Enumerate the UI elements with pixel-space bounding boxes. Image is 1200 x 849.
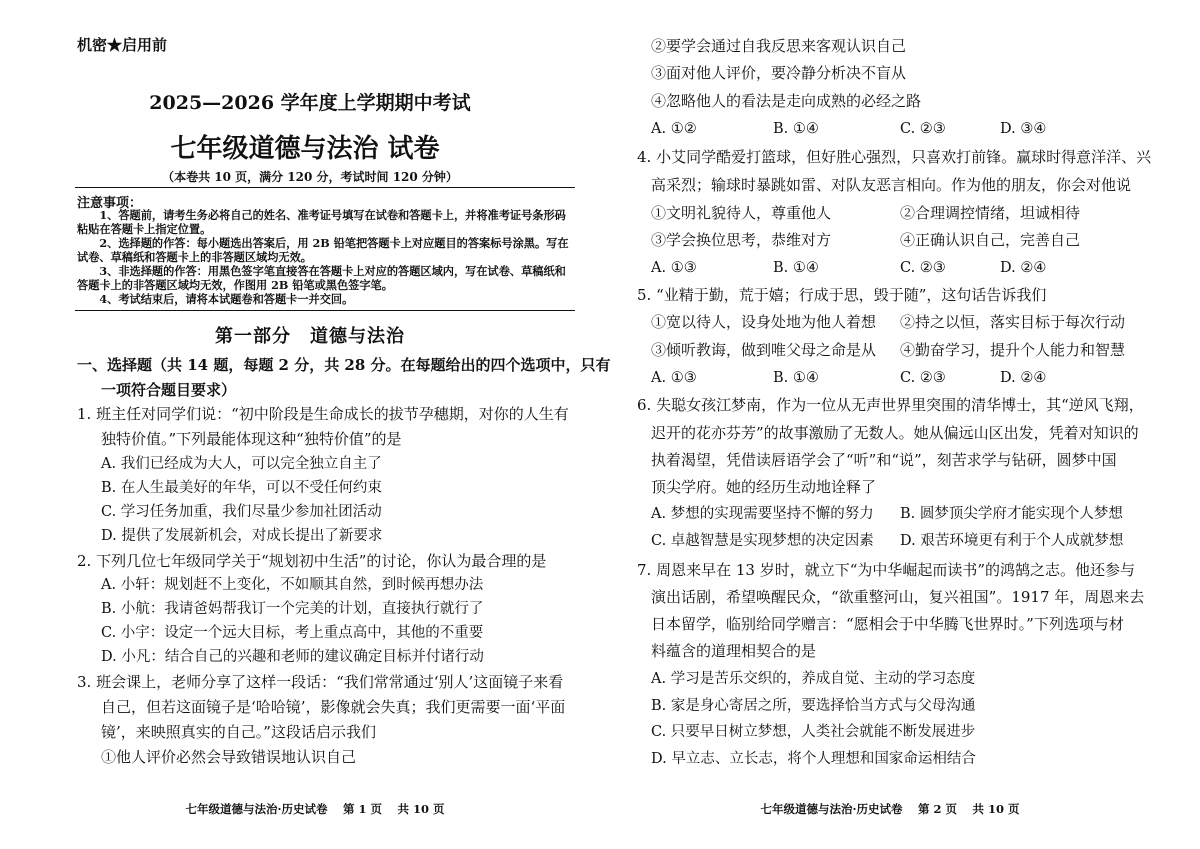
question-5-stem: 5. “业精于勤，荒于嬉；行成于思，毁于随”，这句话告诉我们 [637, 286, 1047, 304]
question-6-stem-cont: 执着渴望，凭借读唇语学会了“听”和“说”，刻苦求学与钻研，圆梦中国 [651, 451, 1117, 469]
notice-item: 3、非选择题的作答：用黑色签字笔直接答在答题卡上对应的答题区域内，写在试卷、草稿纸和答题卡上的非答题区域均无效，作图用 2B 铅笔或黑色签字笔。 [77, 264, 566, 293]
question-5-item: ③倾听教诲，做到唯父母之命是从 [651, 341, 877, 359]
question-4-choice: A. ①③ [651, 260, 697, 276]
question-7-stem-cont: 料蕴含的道理相契合的是 [651, 642, 817, 660]
question-3-stem-cont: 自己，但若这面镜子是‘哈哈镜’，影像就会失真；我们更需要一面‘平面 [101, 698, 566, 716]
question-3-stem-cont: 镜’，来映照真实的自己。”这段话启示我们 [101, 723, 376, 741]
question-1-option: D. 提供了发展新机会，对成长提出了新要求 [101, 528, 383, 544]
question-4-item: ④正确认识自己，完善自己 [900, 231, 1081, 249]
section-instructions-cont: 一项符合题目要求） [101, 381, 237, 399]
exam-page-2 [600, 0, 1200, 849]
question-1-stem-cont: 独特价值。”下列最能体现这种“独特价值”的是 [101, 430, 402, 448]
question-1-option: C. 学习任务加重，我们尽量少参加社团活动 [101, 504, 382, 520]
secret-mark: 机密★启用前 [77, 36, 168, 54]
header-divider-bottom [75, 310, 575, 311]
question-7-stem-cont: 演出话剧，希望唤醒民众，“欲重整河山，复兴祖国”。1917 年，周恩来去 [651, 588, 1145, 606]
question-6-option: A. 梦想的实现需要坚持不懈的努力 [651, 506, 874, 522]
question-6-stem-cont: 迟开的花亦芬芳”的故事激励了无数人。她从偏远山区出发，凭着对知识的 [651, 424, 1139, 442]
question-4-choice: D. ②④ [1000, 260, 1047, 276]
notice-item: 1、答题前，请考生务必将自己的姓名、准考证号填写在试卷和答题卡上，并将准考证号条形码粘贴在答题卡上指定位置。 [77, 208, 566, 237]
question-4-item: ①文明礼貌待人，尊重他人 [651, 204, 832, 222]
question-3-item: ①他人评价必然会导致错误地认识自己 [101, 748, 357, 766]
question-6-option: C. 卓越智慧是实现梦想的决定因素 [651, 533, 874, 549]
question-3-item: ④忽略他人的看法是走向成熟的必经之路 [651, 92, 922, 110]
question-5-choice: B. ①④ [773, 370, 819, 386]
question-7-option: B. 家是身心寄居之所，要选择恰当方式与父母沟通 [651, 698, 976, 714]
question-3-choice: D. ③④ [1000, 121, 1047, 137]
notice-item: 2、选择题的作答：每小题选出答案后，用 2B 铅笔把答题卡上对应题目的答案标号涂黑。写在试卷、草稿纸和答题卡上的非答题区域均无效。 [77, 236, 569, 265]
question-6-option: D. 艰苦环境更有利于个人成就梦想 [900, 533, 1124, 549]
question-2-option: B. 小航：我请爸妈帮我订一个完美的计划，直接执行就行了 [101, 601, 484, 617]
question-6-stem: 6. 失聪女孩江梦南，作为一位从无声世界里突围的清华博士，其“逆风飞翔， [637, 396, 1144, 414]
exam-info: （本卷共 10 页，满分 120 分，考试时间 120 分钟） [162, 170, 458, 184]
question-3-choice: A. ①② [651, 121, 697, 137]
question-4-stem: 4. 小艾同学酷爱打篮球，但好胜心强烈，只喜欢打前锋。赢球时得意洋洋、兴 [637, 148, 1152, 166]
question-3-item: ③面对他人评价，要冷静分析决不盲从 [651, 64, 907, 82]
question-5-item: ①宽以待人，设身处地为他人着想 [651, 313, 877, 331]
subject-title: 七年级道德与法治 试卷 [170, 134, 440, 164]
question-4-item: ②合理调控情绪，坦诚相待 [900, 204, 1081, 222]
question-4-stem-cont: 高采烈；输球时暴跳如雷、对队友恶言相向。作为他的朋友，你会对他说 [651, 176, 1132, 194]
question-7-option: D. 早立志、立长志，将个人理想和国家命运相结合 [651, 751, 976, 767]
question-4-choice: B. ①④ [773, 260, 819, 276]
question-3-choice: B. ①④ [773, 121, 819, 137]
question-2-option: D. 小凡：结合自己的兴趣和老师的建议确定目标并付诸行动 [101, 649, 484, 665]
question-7-option: C. 只要早日树立梦想，人类社会就能不断发展进步 [651, 724, 976, 740]
question-3-item: ②要学会通过自我反思来客观认识自己 [651, 37, 907, 55]
question-5-choice: C. ②③ [900, 370, 946, 386]
question-3-choice: C. ②③ [900, 121, 946, 137]
question-1-stem: 1. 班主任对同学们说：“初中阶段是生命成长的拔节孕穗期，对你的人生有 [77, 405, 569, 423]
question-4-choice: C. ②③ [900, 260, 946, 276]
question-2-option: A. 小轩：规划赶不上变化，不如顺其自然，到时候再想办法 [101, 577, 484, 593]
question-2-stem: 2. 下列几位七年级同学关于“规划初中生活”的讨论，你认为最合理的是 [77, 552, 547, 570]
question-5-choice: A. ①③ [651, 370, 697, 386]
question-5-item: ④勤奋学习，提升个人能力和智慧 [900, 341, 1126, 359]
question-7-stem: 7. 周恩来早在 13 岁时，就立下“为中华崛起而读书”的鸿鹄之志。他还参与 [637, 561, 1136, 579]
question-1-option: A. 我们已经成为大人，可以完全独立自主了 [101, 456, 382, 472]
notice-item: 4、考试结束后，请将本试题卷和答题卡一并交回。 [99, 292, 354, 306]
question-7-option: A. 学习是苦乐交织的，养成自觉、主动的学习态度 [651, 671, 976, 687]
part-title: 第一部分 道德与法治 [215, 326, 405, 347]
page-footer: 七年级道德与法治·历史试卷 第 2 页 共 10 页 [760, 802, 1020, 816]
exam-title: 2025—2026 学年度上学期期中考试 [149, 92, 471, 114]
question-4-item: ③学会换位思考，恭维对方 [651, 231, 832, 249]
question-6-option: B. 圆梦顶尖学府才能实现个人梦想 [900, 506, 1123, 522]
question-2-option: C. 小宇：设定一个远大目标，考上重点高中，其他的不重要 [101, 625, 484, 641]
question-3-stem: 3. 班会课上，老师分享了这样一段话：“我们常常通过‘别人’这面镜子来看 [77, 673, 564, 691]
page-footer: 七年级道德与法治·历史试卷 第 1 页 共 10 页 [185, 802, 445, 816]
question-6-stem-cont: 顶尖学府。她的经历生动地诠释了 [651, 478, 877, 496]
section-instructions: 一、选择题（共 14 题，每题 2 分，共 28 分。在每题给出的四个选项中，只有 [77, 356, 611, 374]
header-divider-top [75, 187, 575, 188]
question-5-choice: D. ②④ [1000, 370, 1047, 386]
question-5-item: ②持之以恒，落实目标于每次行动 [900, 313, 1126, 331]
question-7-stem-cont: 日本留学，临别给同学赠言：“愿相会于中华腾飞世界时。”下列选项与材 [651, 615, 1124, 633]
question-1-option: B. 在人生最美好的年华，可以不受任何约束 [101, 480, 382, 496]
notice-heading: 注意事项： [77, 196, 143, 211]
